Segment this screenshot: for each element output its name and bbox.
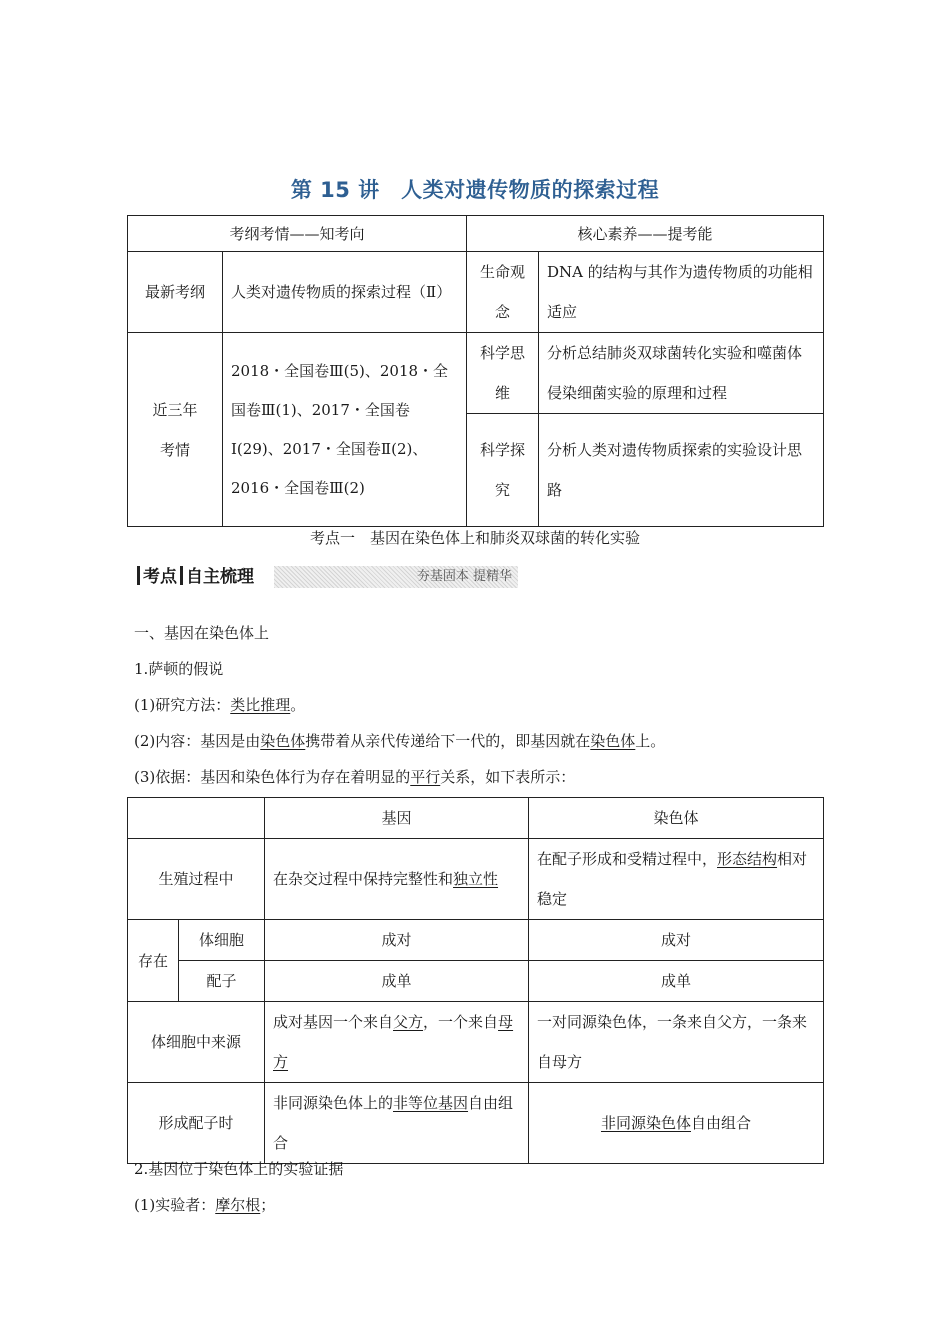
banner-divider	[180, 566, 183, 585]
answer-blank: 平行	[410, 768, 441, 786]
cell-gene-gamete-formation: 非同源染色体上的非等位基因自由组合	[265, 1083, 529, 1164]
paragraph-experimenter: (1)实验者：摩尔根；	[134, 1196, 276, 1214]
literacy-label-life: 生命观念	[467, 252, 539, 333]
answer-blank: 染色体	[260, 732, 306, 750]
answer-blank: 类比推理	[230, 696, 291, 714]
cell-chrom-somatic: 成对	[529, 920, 824, 961]
table-header-literacy: 核心素养——提考能	[467, 216, 824, 252]
row-label-exam-history: 近三年考情	[128, 333, 223, 527]
cell-gene-somatic: 成对	[265, 920, 529, 961]
syllabus-table	[127, 215, 824, 527]
cell-gene-origin: 成对基因一个来自父方，一个来自母方	[265, 1002, 529, 1083]
cell-chrom-gamete-formation: 非同源染色体自由组合	[529, 1083, 824, 1164]
section-caption: 考点一 基因在染色体上和肺炎双球菌的转化实验	[309, 529, 640, 547]
header-chromosome: 染色体	[529, 798, 824, 839]
literacy-content-thinking: 分析总结肺炎双球菌转化实验和噬菌体侵染细菌实验的原理和过程	[539, 333, 824, 414]
header-gene: 基因	[265, 798, 529, 839]
subheading-sutton: 1.萨顿的假说	[134, 660, 224, 678]
cell-gene-gamete: 成单	[265, 961, 529, 1002]
paragraph-content: (2)内容：基因是由染色体携带着从亲代传递给下一代的，即基因就在染色体上。	[134, 732, 666, 750]
row-label-gamete-formation: 形成配子时	[128, 1083, 265, 1164]
cell-chrom-gamete: 成单	[529, 961, 824, 1002]
row-label-gamete: 配子	[179, 961, 265, 1002]
banner-part2: 自主梳理	[186, 567, 254, 587]
literacy-content-life: DNA 的结构与其作为遗传物质的功能相适应	[539, 252, 824, 333]
literacy-label-thinking: 科学思维	[467, 333, 539, 414]
cell-chrom-origin: 一对同源染色体，一条来自父方，一条来自母方	[529, 1002, 824, 1083]
cell-gene-reproduction: 在杂交过程中保持完整性和独立性	[265, 839, 529, 920]
literacy-content-inquiry: 分析人类对遗传物质探索的实验设计思路	[539, 414, 824, 527]
answer-blank: 父方	[393, 1013, 424, 1031]
row-label-syllabus: 最新考纲	[128, 252, 223, 333]
banner-slogan: 夯基固本 提精华	[274, 566, 518, 588]
answer-blank: 母方	[273, 1013, 514, 1071]
table-header-exam: 考纲考情——知考向	[128, 216, 467, 252]
banner-part1: 考点	[143, 567, 177, 587]
answer-blank: 非同源染色体	[600, 1114, 691, 1132]
row-label-existence: 存在	[128, 920, 179, 1002]
section-banner	[134, 564, 518, 590]
banner-divider	[137, 566, 140, 585]
literacy-label-inquiry: 科学探究	[467, 414, 539, 527]
row-label-origin: 体细胞中来源	[128, 1002, 265, 1083]
answer-blank: 独立性	[453, 870, 499, 888]
comparison-table	[127, 797, 824, 1164]
cell-chrom-reproduction: 在配子形成和受精过程中，形态结构相对稳定	[529, 839, 824, 920]
answer-blank: 染色体	[590, 732, 636, 750]
subheading-evidence: 2.基因位于染色体上的实验证据	[134, 1160, 344, 1178]
answer-blank: 非等位基因	[393, 1094, 469, 1112]
paragraph-basis: (3)依据：基因和染色体行为存在着明显的平行关系，如下表所示：	[134, 768, 576, 786]
paragraph-method: (1)研究方法：类比推理。	[134, 696, 306, 714]
answer-blank: 摩尔根	[215, 1196, 261, 1214]
answer-blank: 形态结构	[717, 850, 778, 868]
row-label-somatic: 体细胞	[179, 920, 265, 961]
row-label-reproduction: 生殖过程中	[128, 839, 265, 920]
section-heading: 一、基因在染色体上	[134, 624, 270, 642]
page-title: 第 15 讲 人类对遗传物质的探索过程	[290, 178, 660, 202]
header-blank	[128, 798, 265, 839]
syllabus-content: 人类对遗传物质的探索过程（Ⅱ）	[223, 252, 467, 333]
exam-history-content: 2018・全国卷Ⅲ(5)、2018・全国卷Ⅲ(1)、2017・全国卷Ⅰ(29)、2017・全国卷Ⅱ(2)、2016・全国卷Ⅲ(2)	[223, 333, 467, 527]
